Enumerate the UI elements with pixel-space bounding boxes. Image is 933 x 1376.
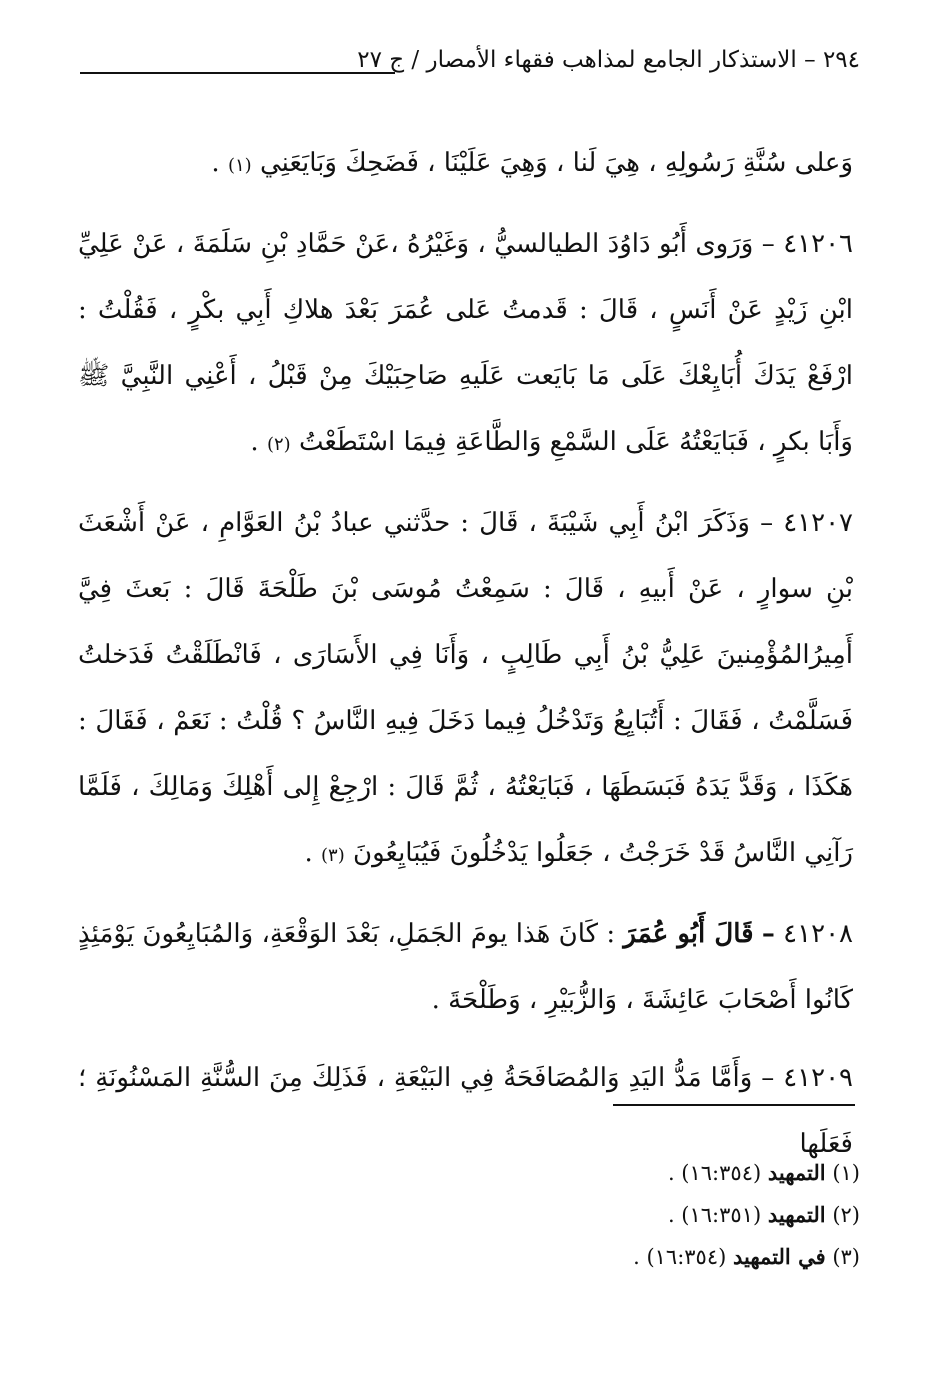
paragraph-dash: – [760, 508, 774, 538]
paragraph-41206 [78, 211, 853, 478]
footnote-reference: (١٦:٣٥٤) [646, 1245, 727, 1269]
footnote-end: . [633, 1245, 647, 1269]
paragraph-dash: – [761, 1063, 775, 1093]
paragraph-number: ٤١٢٠٩ [783, 1063, 854, 1093]
paragraph-continuation [78, 130, 853, 199]
header-rule [80, 72, 395, 74]
paragraph-text: : كَانَ هَذا يومَ الجَمَلِ، بَعْدَ الوَقْعَةِ، وَالمُبَايِعُونَ يَوْمَئِذٍ كَانُوا أَصْحَابَ عَائِشَةَ ، وَالزُّبَيْرِ ، وَطَلْحَةَ . [78, 919, 853, 1015]
paragraph-number: ٤١٢٠٧ [783, 508, 854, 538]
paragraph-label: قَالَ أَبُو عُمَرَ [623, 919, 754, 949]
paragraph-number: ٤١٢٠٦ [783, 229, 854, 259]
footnote-reference: (١٦:٣٥٤) [681, 1161, 762, 1185]
footnote-end: . [667, 1203, 682, 1227]
header-title: ٢٩٤ – الاستذكار الجامع لمذاهب فقهاء الأمصار / ج ٢٧ [357, 47, 860, 73]
footnote-rule [613, 1104, 855, 1106]
footnote-ref: (١) [227, 155, 252, 176]
paragraph-41208 [78, 901, 853, 1033]
footnotes [450, 1152, 860, 1278]
paragraph-text: وَرَوى أَبُو دَاوُدَ الطيالسيُّ ، وَغَيْرُهُ ،عَنْ حَمَّادِ بْنِ سَلَمَةَ ، عَنْ عَلِيِّ ابْنِ زَيْدٍ عَنْ أَنَسٍ ، قَالَ : قَدمتُ عَلى عُمَرَ بَعْدَ هلاكِ أَبِي بكْرٍ ، فَقُلْتُ : ارْفَعْ يَدَكَ أُبَايِعْكَ عَلَى مَا بَايَعت عَلَيهِ صَاحِبَيْكَ مِنْ قَبْلُ ، أَعْنِي النَّبِيَّ ﷺ وَأَبَا بكرٍ ، فَبَايَعْتُهُ عَلَى السَّمْعِ وَالطَّاعَةِ فِيمَا اسْتَطَعْتُ [78, 229, 853, 457]
footnote-reference: (١٦:٣٥١) [681, 1203, 762, 1227]
footnote-number: (٣) [832, 1245, 860, 1269]
footnote-3 [450, 1236, 860, 1278]
paragraph-text: وَذَكَرَ ابْنُ أَبِي شَيْبَةَ ، قَالَ : حدَّثني عبادُ بْنُ العَوَّامِ ، عَنْ أَشْعَثَ بْنِ سوارٍ ، عَنْ أَبيهِ ، قَالَ : سَمِعْتُ مُوسَى بْنَ طَلْحَةَ قَالَ : بَعثَ فِيَّ أَمِيرُالمُؤْمِنينَ عَلِيُّ بْنُ أَبِي طَالِبٍ ، وَأَنَا فِي الأَسَارَى ، فَانْطَلَقْتُ فَدَخلتُ فَسَلَّمْتُ ، فَقَالَ : أَتُبَايِعُ وَتَدْخُلُ فِيما دَخَلَ فِيهِ النَّاسُ ؟ قُلْتُ : نَعَمْ ، فَقَالَ : هَكَذَا ، وَقَدَّ يَدَهُ فَبَسَطَهَا ، فَبَايَعْتُهُ ، ثُمَّ قَالَ : ارْجِعْ إِلى أَهْلِكَ وَمَالِكَ ، فَلَمَّا رَآنِي النَّاسُ قَدْ خَرَجْتُ ، جَعَلُوا يَدْخُلُونَ فَيُبَايِعُونَ [78, 508, 853, 868]
footnote-source: التمهيد [767, 1160, 826, 1185]
footnote-ref: (٢) [266, 434, 291, 455]
footnote-2 [450, 1194, 860, 1236]
paragraph-number: ٤١٢٠٨ [783, 919, 853, 949]
footnote-1 [450, 1152, 860, 1194]
main-text [78, 130, 853, 1189]
paragraph-end: . [304, 838, 321, 868]
paragraph-end: . [211, 148, 228, 178]
paragraph-dash: – [761, 919, 775, 949]
paragraph-41207 [78, 490, 853, 889]
paragraph-end: . [250, 427, 267, 457]
footnote-number: (٢) [832, 1203, 860, 1227]
paragraph-dash: – [761, 229, 775, 259]
footnote-source: التمهيد [767, 1202, 826, 1227]
paragraph-text: وَأَمَّا مَدُّ اليَدِ وَالمُصَافَحَةُ فِي البَيْعَةِ ، فَذَلِكَ مِنَ السُّنَّةِ المَسْنُونَةِ ؛ فَعَلَها [78, 1063, 853, 1159]
footnote-number: (١) [832, 1161, 860, 1185]
footnote-end: . [667, 1161, 682, 1185]
paragraph-text: وَعلى سُنَّةِ رَسُولِهِ ، هِيَ لَنا ، وَهِيَ عَلَيْنَا ، فَضَحِكَ وَبَايَعَنِي [259, 148, 853, 178]
running-header [80, 44, 860, 84]
footnote-ref: (٣) [321, 845, 345, 866]
footnote-source: في التمهيد [733, 1244, 826, 1269]
